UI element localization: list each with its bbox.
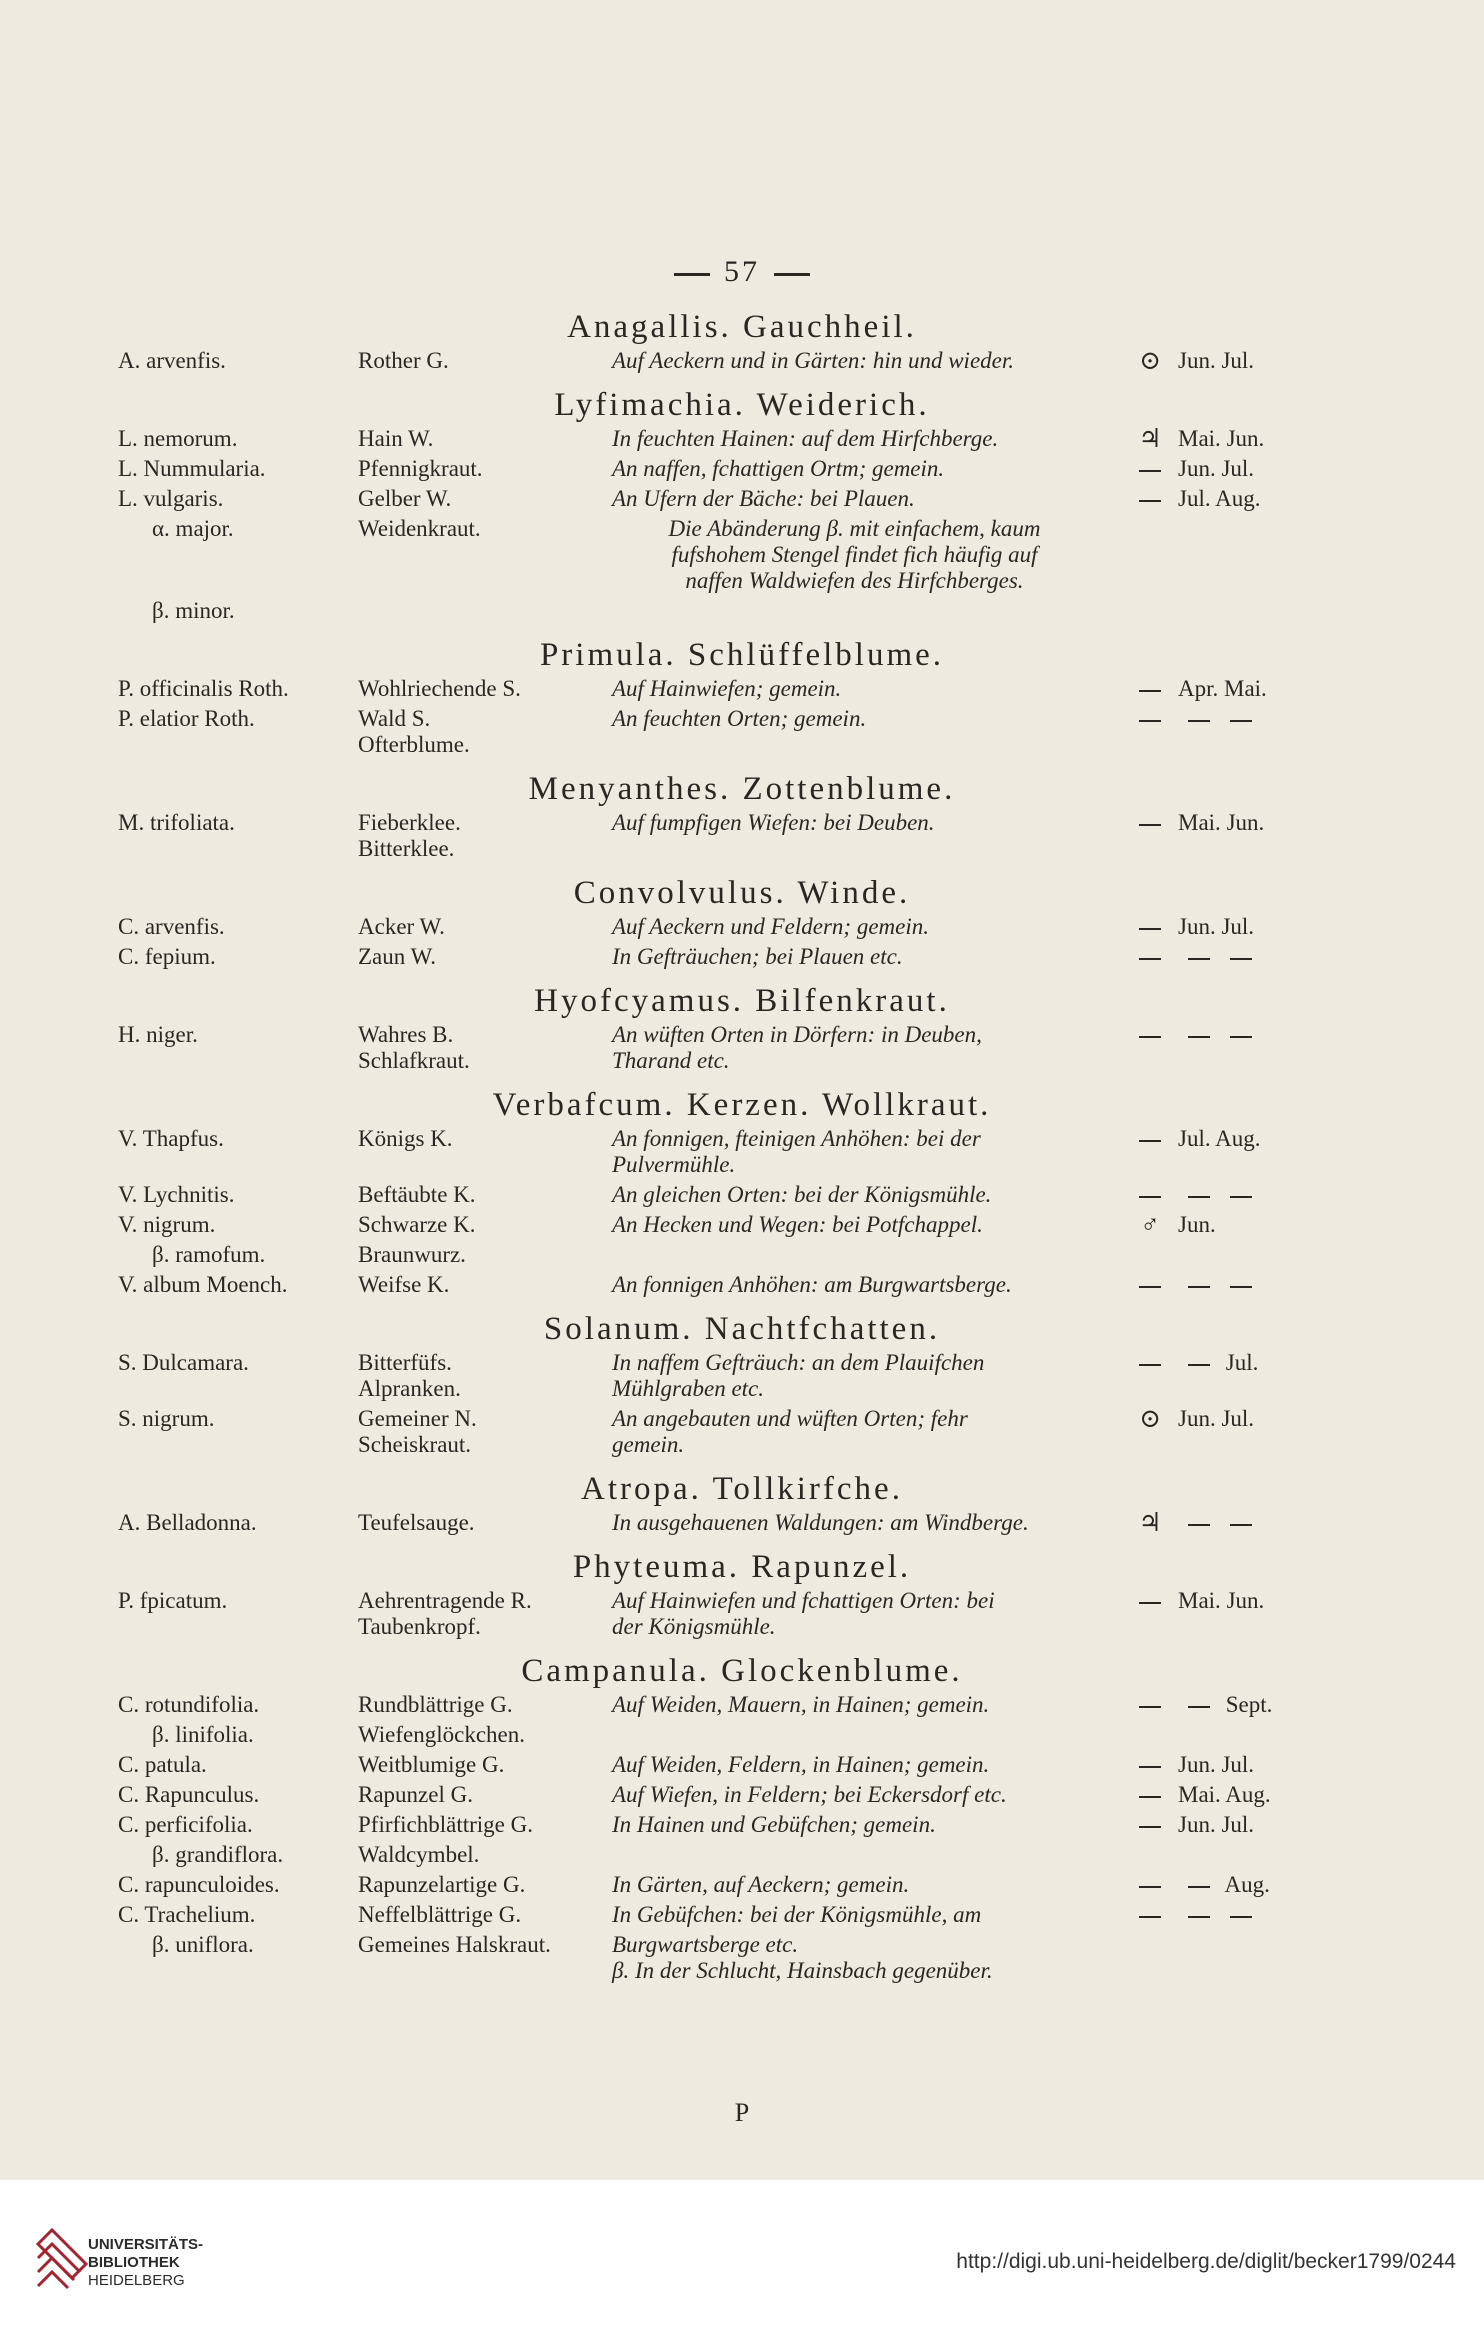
- common-names: [358, 1902, 521, 1928]
- genus-heading: Solanum. Nachtfchatten.: [543, 1311, 941, 1347]
- habitat-line: Auf Weiden, Feldern, in Hainen; gemein.: [612, 1752, 990, 1777]
- ditto-dash: [1139, 1036, 1161, 1038]
- habitat-line: An wüften Orten in Dörfern: in Deuben,: [612, 1022, 982, 1047]
- duration-symbol: [1130, 486, 1170, 512]
- common-name: Pfennigkraut.: [358, 456, 483, 481]
- footer-bar: [0, 2180, 1484, 2332]
- common-names: [358, 456, 483, 482]
- source-url-link[interactable]: http://digi.ub.uni-heidelberg.de/diglit/becker1799/0244: [956, 2250, 1456, 2273]
- ditto-dash: [1139, 470, 1161, 472]
- ditto-dash: [1188, 1886, 1210, 1888]
- duration-symbol: [1130, 1350, 1170, 1376]
- duration-symbol: [1130, 1782, 1170, 1808]
- common-names: [358, 676, 521, 702]
- species-name: C. fepium.: [118, 944, 216, 969]
- duration-symbol: [1130, 914, 1170, 940]
- flowering-time: Jul.: [1178, 1350, 1300, 1376]
- duration-symbol: [1130, 944, 1170, 970]
- habitat-line: Tharand etc.: [612, 1048, 730, 1073]
- habitat: [612, 1350, 1117, 1402]
- ditto-dash: [1188, 720, 1210, 722]
- ditto-dash: [1139, 1886, 1161, 1888]
- flowering-time: Mai. Aug.: [1178, 1782, 1271, 1807]
- habitat-line: Auf Hainwiefen und fchattigen Orten: bei: [612, 1588, 995, 1613]
- ditto-dash: [1139, 1796, 1161, 1798]
- habitat-line: An Hecken und Wegen: bei Potfchappel.: [612, 1212, 983, 1237]
- common-name: Fieberklee.: [358, 810, 461, 835]
- habitat: [612, 516, 1117, 594]
- ditto-dash: [1139, 1766, 1161, 1768]
- habitat-line: β. In der Schlucht, Hainsbach gegenüber.: [612, 1958, 993, 1983]
- common-names: [358, 516, 481, 542]
- ditto-dash: [1139, 1286, 1161, 1288]
- common-name: Gemeines Halskraut.: [358, 1932, 551, 1957]
- species-name: V. Lychnitis.: [118, 1182, 235, 1207]
- flowering-time: Jun. Jul.: [1178, 1406, 1255, 1431]
- habitat-line: In naffem Gefträuch: an dem Plauifchen: [612, 1350, 985, 1375]
- habitat: [612, 1812, 1117, 1838]
- duration-symbol: [1130, 810, 1170, 836]
- genus-heading: Anagallis. Gauchheil.: [567, 309, 917, 345]
- flowering-time: [1178, 1182, 1300, 1208]
- library-name: [88, 2236, 203, 2290]
- habitat: [612, 706, 1117, 732]
- species-name: V. Thapfus.: [118, 1126, 224, 1151]
- habitat-line: In Hainen und Gebüfchen; gemein.: [612, 1812, 936, 1837]
- flowering-time: Jun. Jul.: [1178, 456, 1255, 481]
- flowering-time: Jun. Jul.: [1178, 1812, 1255, 1837]
- duration-symbol: [1130, 456, 1170, 482]
- duration-symbol: [1130, 1022, 1170, 1048]
- habitat: [612, 1126, 1117, 1178]
- species-name: V. nigrum.: [118, 1212, 216, 1237]
- ditto-dash: [1230, 1916, 1252, 1918]
- species-name: P. fpicatum.: [118, 1588, 228, 1613]
- genus-heading: Convolvulus. Winde.: [573, 875, 911, 911]
- habitat-line: Mühlgraben etc.: [612, 1376, 765, 1401]
- common-name: Bitterfüfs.: [358, 1350, 452, 1375]
- species-name: V. album Moench.: [118, 1272, 288, 1297]
- duration-symbol: ⊙: [1139, 346, 1161, 375]
- flowering-time: [1178, 1272, 1300, 1298]
- genus-heading: Primula. Schlüffelblume.: [539, 637, 945, 673]
- duration-symbol: [1130, 1902, 1170, 1928]
- habitat: [612, 1182, 1117, 1208]
- species-name: C. rapunculoides.: [118, 1872, 280, 1897]
- common-name: Rapunzelartige G.: [358, 1872, 526, 1897]
- library-logo-icon: [34, 2226, 90, 2296]
- common-name: Königs K.: [358, 1126, 453, 1151]
- habitat: [612, 914, 1117, 940]
- flowering-time: Aug.: [1178, 1872, 1300, 1898]
- duration-symbol: [1130, 1752, 1170, 1778]
- habitat: [612, 1510, 1117, 1536]
- common-name: Gelber W.: [358, 486, 452, 511]
- ditto-dash: [1139, 1140, 1161, 1142]
- duration-symbol: [1130, 1588, 1170, 1614]
- habitat-line: fufshohem Stengel findet fich häufig auf: [671, 542, 1038, 567]
- genus-heading: Lyfimachia. Weiderich.: [554, 387, 930, 423]
- signature-mark: P: [734, 2098, 750, 2127]
- common-names: [358, 1350, 461, 1402]
- duration-symbol: [1130, 1182, 1170, 1208]
- common-names: [358, 914, 445, 940]
- common-names: [358, 1842, 479, 1868]
- habitat-line: Auf Aeckern und in Gärten: hin und wieder.: [612, 348, 1015, 373]
- common-name: Weifse K.: [358, 1272, 450, 1297]
- common-name: Aehrentragende R.: [358, 1588, 532, 1613]
- common-name: Wohlriechende S.: [358, 676, 521, 701]
- genus-heading: Campanula. Glockenblume.: [521, 1653, 963, 1689]
- flowering-time: Sept.: [1178, 1692, 1300, 1718]
- habitat-line: Auf Aeckern und Feldern; gemein.: [612, 914, 929, 939]
- flowering-time: [1178, 1510, 1300, 1536]
- common-names: [358, 1022, 470, 1074]
- common-names: [358, 486, 451, 512]
- common-names: [358, 1722, 525, 1748]
- ditto-dash: [1230, 1196, 1252, 1198]
- habitat-line: In Gärten, auf Aeckern; gemein.: [612, 1872, 910, 1897]
- duration-symbol: [1130, 706, 1170, 732]
- flowering-time: Mai. Jun.: [1178, 810, 1265, 835]
- habitat: [612, 1588, 1117, 1640]
- habitat: [612, 486, 1117, 512]
- species-name: β. uniflora.: [152, 1932, 254, 1957]
- species-name: A. Belladonna.: [118, 1510, 257, 1535]
- common-name: Ofterblume.: [358, 732, 470, 757]
- page-number: 57: [724, 255, 760, 288]
- ditto-dash: [1139, 928, 1161, 930]
- common-name: Schlafkraut.: [358, 1048, 470, 1073]
- library-name-line: BIBLIOTHEK: [88, 2254, 180, 2271]
- common-name: Neffelblättrige G.: [358, 1902, 522, 1927]
- common-names: [358, 1752, 504, 1778]
- species-name: C. Rapunculus.: [118, 1782, 260, 1807]
- common-name: Waldcymbel.: [358, 1842, 480, 1867]
- common-names: [358, 1692, 513, 1718]
- species-name: A. arvenfis.: [118, 348, 226, 373]
- habitat-line: naffen Waldwiefen des Hirfchberges.: [685, 568, 1024, 593]
- common-names: [358, 426, 433, 452]
- species-name: M. trifoliata.: [118, 810, 235, 835]
- ditto-dash: [1188, 1036, 1210, 1038]
- species-name: L. vulgaris.: [118, 486, 224, 511]
- flowering-time: Jun. Jul.: [1178, 914, 1255, 939]
- common-name: Rapunzel G.: [358, 1782, 473, 1807]
- habitat-line: Auf Weiden, Mauern, in Hainen; gemein.: [612, 1692, 990, 1717]
- rule-left: [674, 273, 710, 276]
- common-name: Weidenkraut.: [358, 516, 481, 541]
- habitat-line: An fonnigen Anhöhen: am Burgwartsberge.: [612, 1272, 1012, 1297]
- habitat-line: An angebauten und wüften Orten; fehr: [612, 1406, 968, 1431]
- common-names: [358, 1932, 551, 1958]
- habitat-line: Pulvermühle.: [612, 1152, 736, 1177]
- habitat-line: In ausgehauenen Waldungen: am Windberge.: [612, 1510, 1029, 1535]
- habitat-line: Auf fumpfigen Wiefen: bei Deuben.: [612, 810, 935, 835]
- duration-symbol: [1130, 1872, 1170, 1898]
- common-name: Hain W.: [358, 426, 434, 451]
- ditto-dash: [1139, 1706, 1161, 1708]
- habitat: [612, 810, 1117, 836]
- duration-symbol: ♃: [1138, 1508, 1162, 1537]
- species-name: C. arvenfis.: [118, 914, 225, 939]
- habitat: [612, 1022, 1117, 1074]
- habitat: [612, 1872, 1117, 1898]
- habitat-line: Burgwartsberge etc.: [612, 1932, 799, 1957]
- common-name: Wiefenglöckchen.: [358, 1722, 526, 1747]
- habitat: [612, 348, 1117, 374]
- common-names: [358, 1182, 476, 1208]
- flowering-time: [1178, 1902, 1300, 1928]
- common-names: [358, 1588, 532, 1640]
- genus-heading: Atropa. Tollkirfche.: [581, 1471, 903, 1507]
- habitat-line: Auf Wiefen, in Feldern; bei Eckersdorf etc.: [612, 1782, 1007, 1807]
- common-name: Teufelsauge.: [358, 1510, 475, 1535]
- species-name: β. linifolia.: [152, 1722, 254, 1747]
- habitat-line: der Königsmühle.: [612, 1614, 776, 1639]
- page-number-header: [0, 255, 1484, 289]
- common-name: Schwarze K.: [358, 1212, 476, 1237]
- common-name: Zaun W.: [358, 944, 436, 969]
- flowering-time: [1178, 944, 1300, 970]
- flowering-time: Jul. Aug.: [1178, 486, 1261, 511]
- habitat-line: Auf Hainwiefen; gemein.: [612, 676, 842, 701]
- ditto-dash: [1230, 1036, 1252, 1038]
- habitat: [612, 1752, 1117, 1778]
- flowering-time: Mai. Jun.: [1178, 1588, 1265, 1613]
- common-name: Scheiskraut.: [358, 1432, 472, 1457]
- duration-symbol: [1130, 1812, 1170, 1838]
- genus-heading: Hyofcyamus. Bilfenkraut.: [534, 983, 950, 1019]
- ditto-dash: [1139, 500, 1161, 502]
- habitat-line: An gleichen Orten: bei der Königsmühle.: [612, 1182, 992, 1207]
- habitat: [612, 456, 1117, 482]
- common-names: [358, 706, 470, 758]
- habitat: [612, 944, 1117, 970]
- habitat-line: In feuchten Hainen: auf dem Hirfchberge.: [612, 426, 999, 451]
- duration-symbol: [1130, 676, 1170, 702]
- species-name: L. nemorum.: [118, 426, 238, 451]
- flowering-time: Jun.: [1178, 1212, 1216, 1237]
- common-name: Alpranken.: [358, 1376, 461, 1401]
- duration-symbol: [1130, 1692, 1170, 1718]
- ditto-dash: [1139, 958, 1161, 960]
- ditto-dash: [1188, 1286, 1210, 1288]
- common-name: Wahres B.: [358, 1022, 454, 1047]
- ditto-dash: [1188, 1706, 1210, 1708]
- ditto-dash: [1230, 1286, 1252, 1288]
- ditto-dash: [1139, 824, 1161, 826]
- ditto-dash: [1230, 1524, 1252, 1526]
- ditto-dash: [1188, 958, 1210, 960]
- genus-heading: Phyteuma. Rapunzel.: [572, 1549, 912, 1585]
- species-name: L. Nummularia.: [118, 456, 266, 481]
- flowering-time: Jun. Jul.: [1178, 1752, 1255, 1777]
- common-name: Rundblättrige G.: [358, 1692, 513, 1717]
- genus-heading: Menyanthes. Zottenblume.: [528, 771, 956, 807]
- duration-symbol: [1130, 1272, 1170, 1298]
- common-name: Taubenkropf.: [358, 1614, 481, 1639]
- species-name: β. ramofum.: [152, 1242, 266, 1267]
- flowering-time: [1178, 1022, 1300, 1048]
- duration-symbol: ♃: [1138, 424, 1162, 453]
- habitat: [612, 1932, 1117, 1984]
- habitat-line: Die Abänderung β. mit einfachem, kaum: [668, 516, 1041, 541]
- duration-symbol: [1130, 1126, 1170, 1152]
- library-name-line: HEIDELBERG: [88, 2272, 185, 2289]
- flowering-time: Jul. Aug.: [1178, 1126, 1261, 1151]
- habitat-line: In Gefträuchen; bei Plauen etc.: [612, 944, 903, 969]
- species-name: P. officinalis Roth.: [118, 676, 289, 701]
- common-names: [358, 1272, 449, 1298]
- ditto-dash: [1139, 1364, 1161, 1366]
- ditto-dash: [1139, 1916, 1161, 1918]
- flowering-time: Apr. Mai.: [1178, 676, 1267, 701]
- habitat: [612, 1406, 1117, 1458]
- ditto-dash: [1139, 720, 1161, 722]
- species-name: C. Trachelium.: [118, 1902, 256, 1927]
- common-names: [358, 1242, 466, 1268]
- habitat-line: An fonnigen, fteinigen Anhöhen: bei der: [612, 1126, 981, 1151]
- habitat-line: An feuchten Orten; gemein.: [612, 706, 867, 731]
- duration-symbol: ⊙: [1139, 1404, 1161, 1433]
- common-name: Wald S.: [358, 706, 431, 731]
- species-name: S. Dulcamara.: [118, 1350, 249, 1375]
- ditto-dash: [1188, 1916, 1210, 1918]
- habitat-line: An naffen, fchattigen Ortm; gemein.: [612, 456, 945, 481]
- habitat: [612, 1692, 1117, 1718]
- species-name: C. patula.: [118, 1752, 207, 1777]
- species-name: S. nigrum.: [118, 1406, 215, 1431]
- common-names: [358, 944, 436, 970]
- flowering-time: Mai. Jun.: [1178, 426, 1265, 451]
- habitat-line: In Gebüfchen: bei der Königsmühle, am: [612, 1902, 982, 1927]
- species-name: C. rotundifolia.: [118, 1692, 260, 1717]
- species-name: β. minor.: [152, 598, 235, 623]
- common-names: [358, 1126, 453, 1152]
- habitat: [612, 1902, 1117, 1928]
- common-names: [358, 810, 461, 862]
- common-name: Acker W.: [358, 914, 445, 939]
- ditto-dash: [1188, 1196, 1210, 1198]
- common-name: Rother G.: [358, 348, 449, 373]
- common-name: Weitblumige G.: [358, 1752, 505, 1777]
- common-name: Gemeiner N.: [358, 1406, 477, 1431]
- ditto-dash: [1188, 1524, 1210, 1526]
- habitat-line: An Ufern der Bäche: bei Plauen.: [612, 486, 915, 511]
- duration-symbol: ♂: [1140, 1210, 1160, 1239]
- ditto-dash: [1139, 1826, 1161, 1828]
- common-names: [358, 1812, 533, 1838]
- common-names: [358, 1872, 525, 1898]
- flowering-time: [1178, 706, 1300, 732]
- ditto-dash: [1139, 1196, 1161, 1198]
- ditto-dash: [1139, 690, 1161, 692]
- habitat-line: gemein.: [612, 1432, 685, 1457]
- common-names: [358, 348, 449, 374]
- flowering-time: Jun. Jul.: [1178, 348, 1255, 373]
- common-name: Bitterklee.: [358, 836, 455, 861]
- library-name-line: UNIVERSITÄTS-: [88, 2236, 204, 2253]
- common-names: [358, 1212, 476, 1238]
- habitat: [612, 1272, 1117, 1298]
- habitat: [612, 1782, 1117, 1808]
- species-name: C. perficifolia.: [118, 1812, 253, 1837]
- species-name: β. grandiflora.: [152, 1842, 284, 1867]
- ditto-dash: [1230, 958, 1252, 960]
- habitat: [612, 676, 1117, 702]
- ditto-dash: [1188, 1364, 1210, 1366]
- common-names: [358, 1782, 473, 1808]
- species-name: α. major.: [152, 516, 234, 541]
- habitat: [612, 1212, 1117, 1238]
- common-name: Beftäubte K.: [358, 1182, 476, 1207]
- rule-right: [774, 273, 810, 276]
- common-names: [358, 1510, 475, 1536]
- ditto-dash: [1230, 720, 1252, 722]
- common-name: Pfirfichblättrige G.: [358, 1812, 534, 1837]
- species-name: H. niger.: [118, 1022, 198, 1047]
- genus-heading: Verbafcum. Kerzen. Wollkraut.: [492, 1087, 992, 1123]
- common-name: Braunwurz.: [358, 1242, 466, 1267]
- habitat: [612, 426, 1117, 452]
- ditto-dash: [1139, 1602, 1161, 1604]
- common-names: [358, 1406, 477, 1458]
- species-name: P. elatior Roth.: [118, 706, 255, 731]
